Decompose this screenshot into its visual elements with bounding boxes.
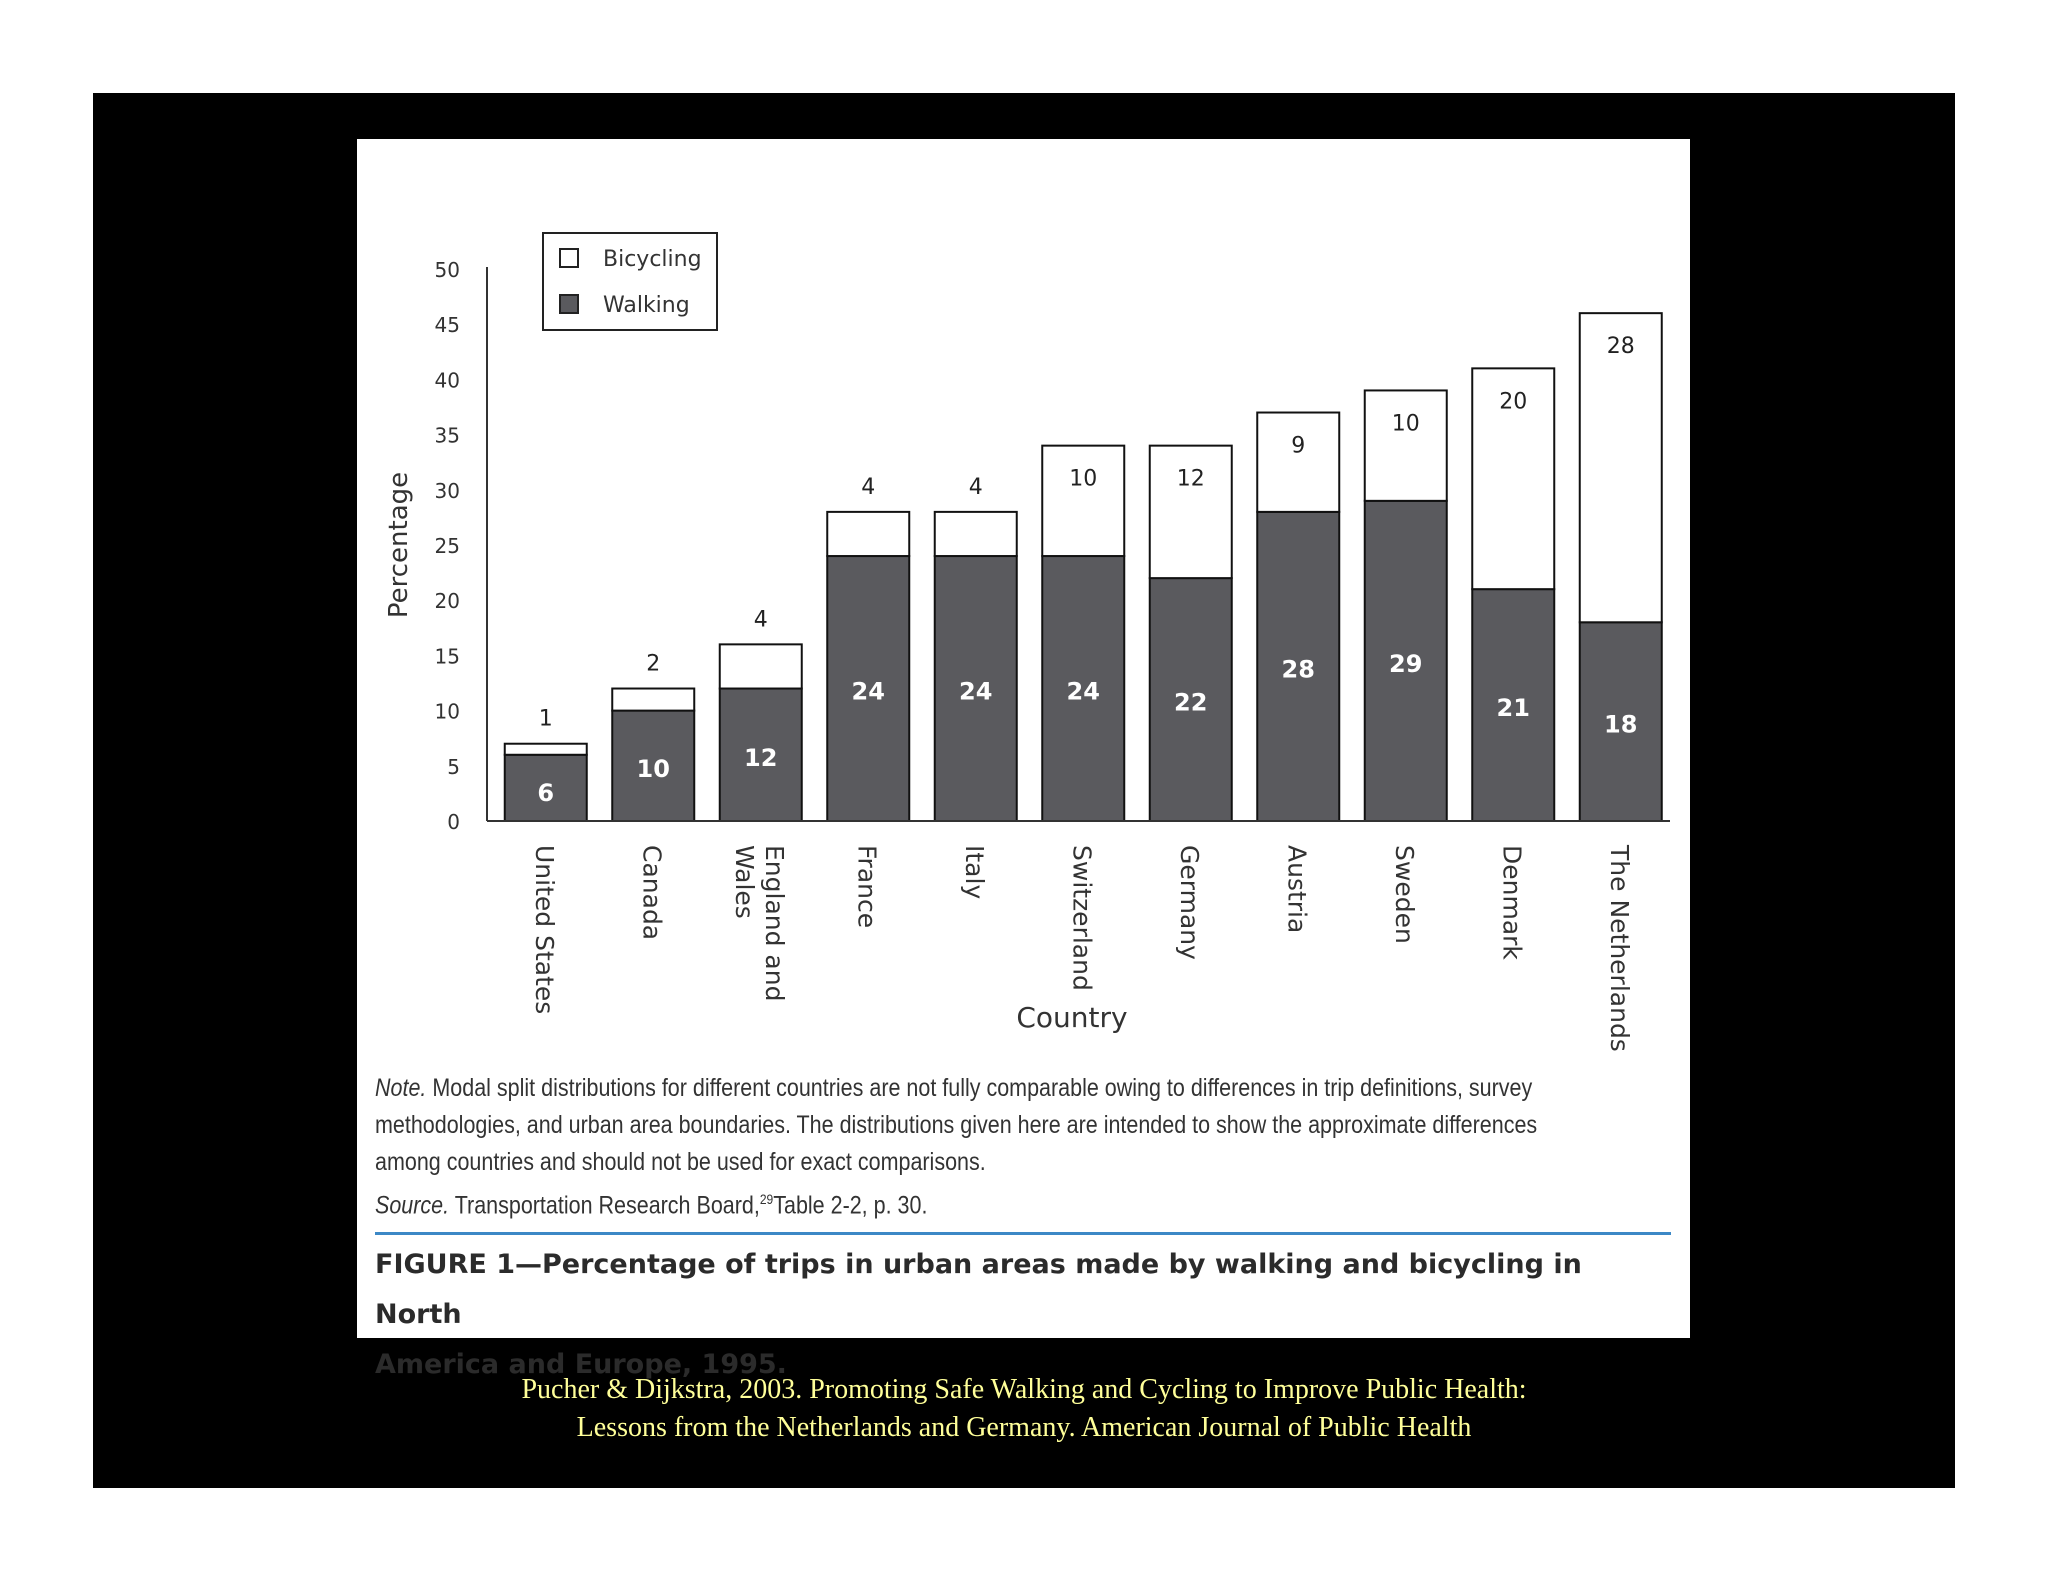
citation-line-1: Pucher & Dijkstra, 2003. Promoting Safe Walking and Cycling to Improve Public Health:: [521, 1374, 1527, 1405]
note-label: Note.: [375, 1074, 427, 1102]
category-tick-label: England andWales: [729, 845, 789, 1002]
y-tick-label: 10: [434, 699, 460, 724]
figure-panel: [357, 139, 1690, 1380]
y-axis-label: Percentage: [384, 471, 414, 619]
walking-value-label: 10: [636, 754, 670, 783]
bar-bicycling: [720, 644, 802, 688]
legend-label-bicycling: Bicycling: [603, 247, 702, 272]
bicycling-value-label: 12: [1176, 466, 1205, 492]
bicycling-value-label: 9: [1291, 433, 1306, 459]
bicycling-value-label: 2: [646, 651, 661, 677]
note-line-1: Modal split distributions for different countries are not fully comparable owing to differences in trip definitions, survey: [432, 1074, 1533, 1102]
bicycling-value-label: 10: [1069, 466, 1098, 492]
bar-bicycling: [1257, 413, 1339, 512]
bar-bicycling: [935, 512, 1017, 556]
note-line-3: among countries and should not be used for exact comparisons.: [375, 1148, 986, 1176]
bar-bicycling: [1580, 313, 1662, 622]
source-label: Source.: [375, 1191, 450, 1220]
bicycling-value-label: 20: [1499, 389, 1528, 415]
bicycling-value-label: 1: [538, 706, 553, 732]
citation: [93, 1371, 1955, 1447]
walking-value-label: 12: [744, 743, 778, 772]
y-tick-label: 45: [434, 313, 460, 338]
category-tick-label: Germany: [1174, 845, 1204, 960]
caption-rule: [375, 1232, 1671, 1235]
category-tick-label: Italy: [959, 845, 989, 900]
y-tick-label: 15: [434, 644, 460, 669]
y-tick-label: 20: [434, 589, 460, 614]
bar-bicycling: [1150, 446, 1232, 578]
category-tick-label: United States: [529, 845, 559, 1015]
category-tick-label: France: [852, 845, 882, 929]
bicycling-value-label: 4: [861, 474, 876, 500]
walking-value-label: 22: [1174, 688, 1208, 717]
walking-value-label: 24: [851, 677, 885, 706]
slide-background: [93, 93, 1955, 1488]
stacked-bar-chart: [357, 139, 1690, 1059]
bar-bicycling: [612, 689, 694, 711]
category-tick-label: Austria: [1282, 845, 1312, 934]
bicycling-value-label: 10: [1391, 411, 1420, 437]
y-tick-label: 40: [434, 368, 460, 393]
x-axis-label: Country: [1016, 1001, 1128, 1034]
bicycling-value-label: 4: [968, 474, 983, 500]
y-tick-label: 35: [434, 423, 460, 448]
category-tick-label: Sweden: [1389, 845, 1419, 944]
walking-value-label: 6: [537, 779, 555, 807]
walking-value-label: 29: [1389, 649, 1423, 678]
bar-bicycling: [827, 512, 909, 556]
walking-value-label: 24: [959, 677, 993, 706]
category-tick-label: Canada: [637, 845, 667, 941]
y-tick-label: 5: [447, 754, 460, 779]
note-line-2: methodologies, and urban area boundaries. The distributions given here are intended to show the approximate differences: [375, 1111, 1538, 1139]
source-tail: Table 2-2, p. 30.: [773, 1191, 928, 1220]
walking-value-label: 24: [1066, 677, 1100, 706]
bar-bicycling: [1042, 446, 1124, 556]
bar-bicycling: [505, 744, 587, 755]
figure-note: [375, 1070, 1538, 1224]
y-tick-label: 0: [447, 810, 460, 834]
category-tick-label: Switzerland: [1067, 845, 1097, 991]
bicycling-value-label: 4: [753, 607, 768, 633]
walking-value-label: 18: [1604, 710, 1638, 739]
y-tick-label: 30: [434, 478, 460, 503]
y-tick-label: 50: [434, 258, 460, 282]
legend-swatch-walking: [560, 295, 578, 313]
citation-line-2: Lessons from the Netherlands and Germany. American Journal of Public Health: [576, 1412, 1472, 1443]
bicycling-value-label: 28: [1606, 334, 1635, 360]
category-tick-label: Denmark: [1497, 845, 1527, 960]
walking-value-label: 28: [1281, 655, 1315, 684]
figure-caption: [375, 1240, 1675, 1390]
legend-label-walking: Walking: [603, 293, 690, 318]
bar-bicycling: [1365, 390, 1447, 500]
category-tick-label: The Netherlands: [1604, 845, 1634, 1052]
y-tick-label: 25: [434, 534, 460, 558]
source-text: Transportation Research Board,: [454, 1191, 760, 1220]
caption-line-2: America and Europe, 1995.: [375, 1349, 787, 1380]
caption-line-1: FIGURE 1—Percentage of trips in urban areas made by walking and bicycling in North: [375, 1249, 1582, 1330]
source-superscript: 29: [759, 1191, 774, 1207]
walking-value-label: 21: [1496, 694, 1530, 723]
legend-swatch-bicycling: [560, 249, 578, 267]
